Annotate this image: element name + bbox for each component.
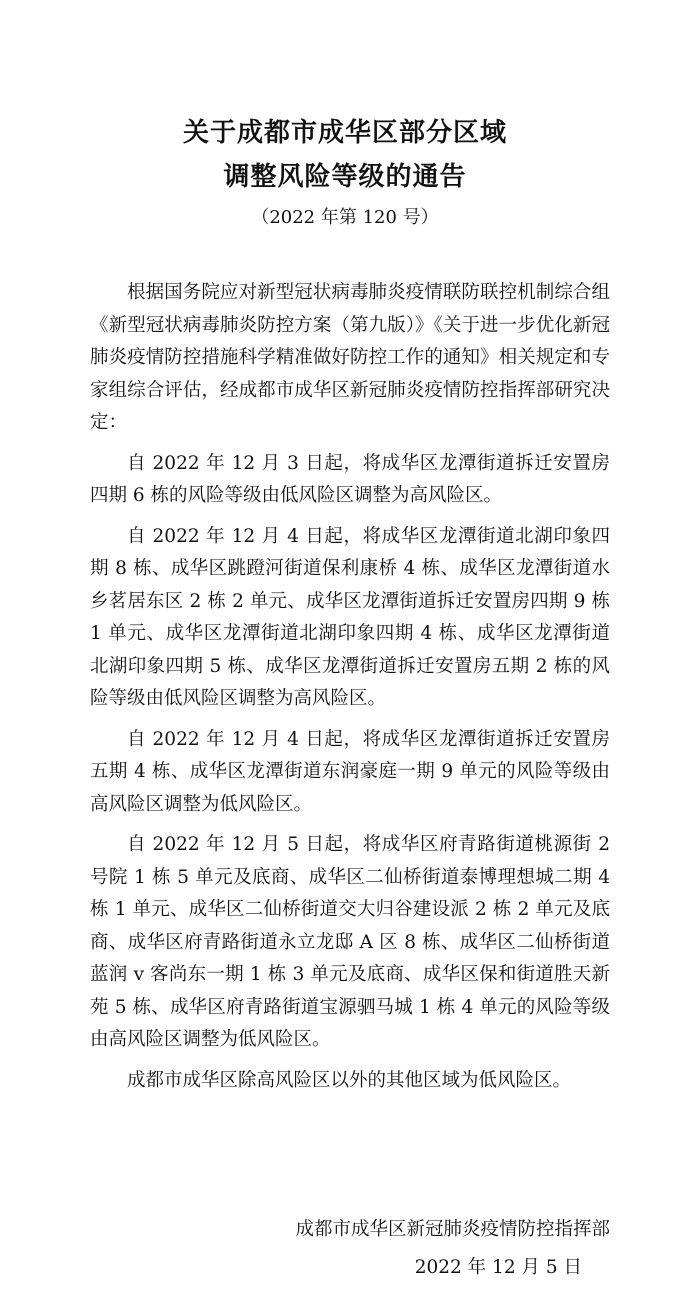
signature-organization: 成都市成华区新冠肺炎疫情防控指挥部 [295,1219,610,1240]
document-title-line-1: 关于成都市成华区部分区域 [182,118,507,148]
paragraph-dec5-low: 自 2022 年 12 月 5 日起，将成华区府青路街道桃源街 2 号院 1 栋 5 单元及底商、成华区二仙桥街道泰博理想城二期 4 栋 1 单元、成华区二仙桥街道交大归谷建设派 2 栋 2 单元及底商、成华区府青路街道永立龙邸 A 区 8 栋、成华区二仙桥街道蓝润 v 客尚东一期 1 栋 3 单元及底商、成华区保和街道胜天新苑 5 栋、成华区府青路街道宝源驷马城 1 栋 4 单元的风险等级由高风险区调整为低风险区。 [90,834,610,1050]
paragraph-dec4-high: 自 2022 年 12 月 4 日起，将成华区龙潭街道北湖印象四期 8 栋、成华区跳蹬河街道保利康桥 4 栋、成华区龙潭街道水乡茗居东区 2 栋 2 单元、成华区龙潭街道拆迁安置房四期 9 栋 1 单元、成华区龙潭街道北湖印象四期 4 栋、成华区龙潭街道北湖印象四期 5 栋、成华区龙潭街道拆迁安置房五期 2 栋的风险等级由低风险区调整为高风险区。 [90,525,610,709]
signature-date: 2022 年 12 月 5 日 [414,1257,582,1278]
paragraph-conclusion: 成都市成华区除高风险区以外的其他区域为低风险区。 [127,1069,572,1091]
document-title-line-2: 调整风险等级的通告 [223,162,467,192]
paragraph-dec4-low: 自 2022 年 12 月 4 日起，将成华区龙潭街道拆迁安置房五期 4 栋、成华区龙潭街道东润豪庭一期 9 单元的风险等级由高风险区调整为低风险区。 [90,728,610,815]
paragraph-preamble: 根据国务院应对新型冠状病毒肺炎疫情联防联控机制综合组《新型冠状病毒肺炎防控方案（第九版）》《关于进一步优化新冠肺炎疫情防控措施科学精准做好防控工作的通知》相关规定和专家组综合评估，经成都市成华区新冠肺炎疫情防控指挥部研究决定： [90,282,610,433]
paragraph-dec3: 自 2022 年 12 月 3 日起，将成华区龙潭街道拆迁安置房四期 6 栋的风险等级由低风险区调整为高风险区。 [90,452,610,506]
document-number: （2022 年第 120 号） [251,207,439,228]
document-body [90,277,610,1105]
